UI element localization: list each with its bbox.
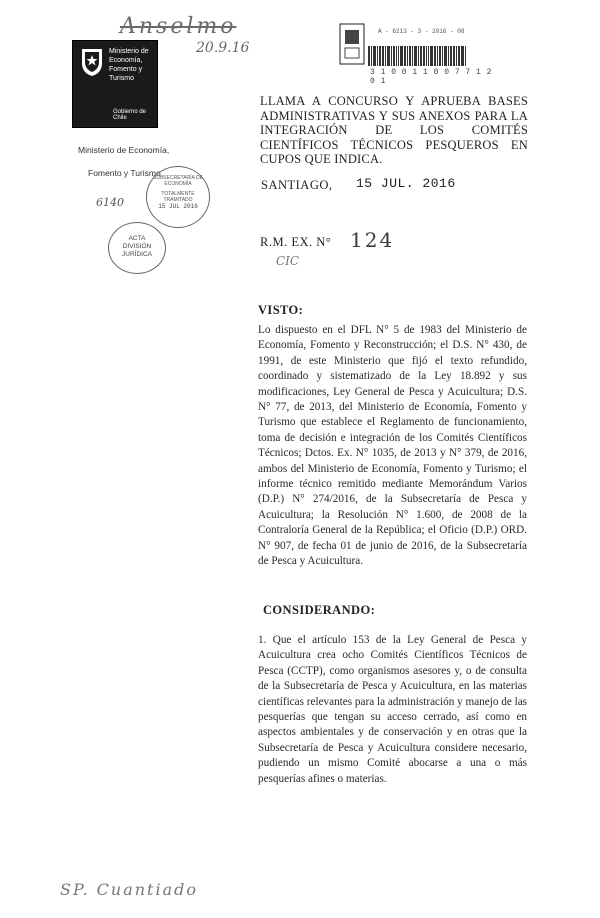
- date-city: SANTIAGO,: [261, 178, 333, 192]
- document-title: LLAMA A CONCURSO Y APRUEBA BASES ADMINISTRATIVAS Y SUS ANEXOS PARA LA INTEGRACIÓN DE LOS COMITÉS CIENTÍFICOS TÉCNICOS PESQUEROS EN CUPOS QUE INDICA.: [260, 94, 528, 166]
- barcode-block: [338, 22, 496, 86]
- resolution-suffix: CIC: [276, 254, 300, 268]
- processing-stamp: [146, 166, 210, 228]
- barcode-bars: [368, 46, 492, 66]
- stamp-division: DIVISIÓN: [122, 243, 152, 250]
- stamp-juridica: JURÍDICA: [122, 251, 152, 258]
- considerando-heading: CONSIDERANDO:: [263, 603, 376, 617]
- handwritten-date: 20.9.16: [196, 40, 250, 56]
- ministry-logo: [72, 40, 158, 128]
- handwritten-signature-top: Anselmo: [120, 14, 237, 39]
- stamp-text-3: 15 JUL 2016: [158, 203, 198, 210]
- logo-line-4: Turismo: [109, 75, 135, 82]
- ministry-label-line1: Ministerio de Economía,: [78, 145, 170, 155]
- stamp-text-2: TOTALMENTE TRAMITADO: [161, 191, 195, 203]
- resolution-label: R.M. EX. N°: [260, 235, 332, 249]
- considerando-paragraph: 1. Que el artículo 153 de la Ley General de Pesca y Acuicultura crea ocho Comités Científicos Técnicos de Pesca (CCTP), como organismos asesores y, o de consulta de la Subsecretaría de Pesca y Acuicultura, en las materias científicas relevantes para la administración y manejo de las pesquerías que tengan su acceso cerrado, así como en aspectos ambientales y de conservación y en otras que la Subsecretaría de Pesca y Acuicultura considere necesario, pudiendo un mismo Comité abocarse a una o más pesquerías afines o materias.: [258, 634, 528, 785]
- stamp-acta: ACTA: [128, 235, 146, 242]
- logo-line-1: Ministerio de: [109, 48, 149, 55]
- stamp-text-1: SUBSECRETARÍA DE ECONOMÍA: [153, 175, 203, 187]
- barcode-number: 3 1 0 0 1 1 0 0 7 7 1 2 0 1: [370, 68, 492, 86]
- logo-line-2: Economía,: [109, 57, 143, 64]
- legal-division-stamp: [108, 222, 166, 274]
- logo-bottom-text: Gobierno de Chile: [113, 109, 147, 121]
- barcode-top-code: A - 6213 - 3 - 2016 - 08: [378, 28, 465, 35]
- seal-icon: [338, 22, 366, 66]
- resolution-number: 124: [350, 228, 395, 252]
- handwritten-side-number: 6140: [96, 196, 124, 209]
- date-stamp: 15 JUL. 2016: [356, 176, 456, 191]
- visto-paragraph: Lo dispuesto en el DFL N° 5 de 1983 del Ministerio de Economía, Fomento y Reconstrucción; el D.S. N° 430, de 1991, de este Ministerio que fijó el texto refundido, coordinado y sistematizado de la Ley 18.892 y sus modificaciones, Ley General de Pesca y Acuicultura; D.S. N° 77, de 2013, del Ministerio de Economía, Fomento y Turismo que establece el Reglamento de funcionamiento, toma de decisión e integración de los Comités Científicos Técnicos; Dctos. Ex. N° 1035, de 2013 y N° 379, de 2016, ambos del Ministerio de Economía, Fomento y Turismo; el informe técnico remitido mediante Memorándum Varios (D.P.) N° 274/2016, de la Subsecretaría de Pesca y Acuicultura; la Resolución N° 1.600, de 2008 de la Contraloría General de la República; el Oficio (D.P.) ORD. N° 907, de fecha 01 de junio de 2016, de la Subsecretaría de Pesca y Acuicultura.: [258, 324, 527, 568]
- visto-heading: VISTO:: [258, 303, 304, 317]
- coat-of-arms-icon: [79, 47, 105, 77]
- handwritten-bottom-note: SP. Cuantiado: [60, 880, 199, 899]
- ministry-label-line2: Fomento y Turismo: [88, 168, 161, 178]
- logo-line-3: Fomento y: [109, 66, 143, 73]
